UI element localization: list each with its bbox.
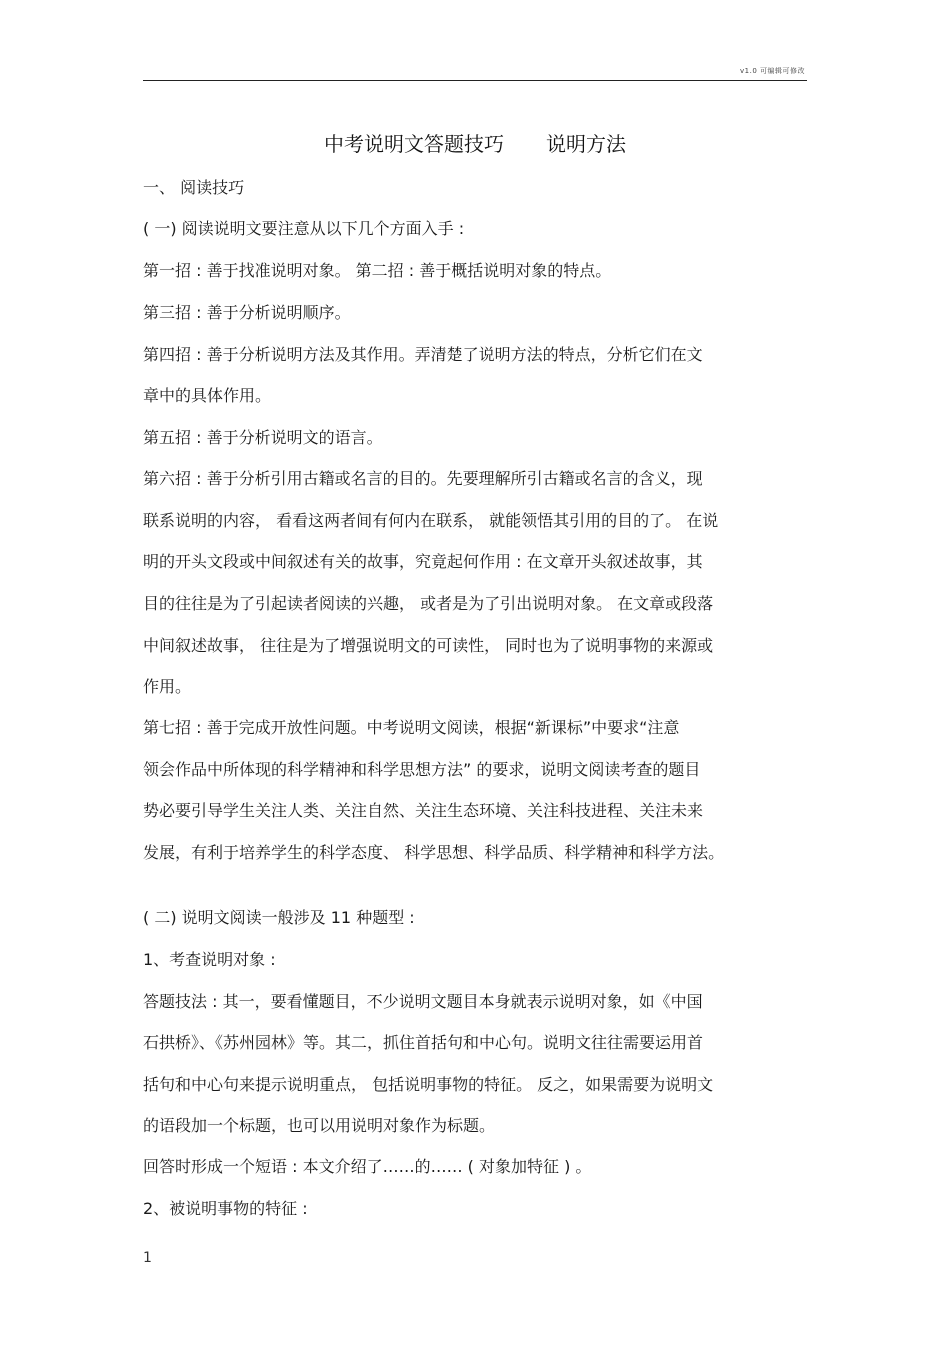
text-line: 章中的具体作用。 [143,386,272,405]
section-heading: 一、 阅读技巧 [143,178,245,197]
text-line: 作用。 [143,677,192,696]
title-sub: 说明方法 [546,132,626,156]
header-note: v1.0 可编辑可修改 [740,67,805,75]
header-rule [143,80,807,81]
text-line: 势必要引导学生关注人类、关注自然、关注生态环境、关注科技进程、关注未来 [143,801,704,820]
page-title [143,128,807,157]
text-line: 的语段加一个标题，也可以用说明对象作为标题。 [143,1116,496,1135]
text-line: 发展，有利于培养学生的科学态度、 科学思想、科学品质、科学精神和科学方法。 [143,843,725,862]
text-line: 第一招 : 善于找准说明对象。 第二招 : 善于概括说明对象的特点。 [143,261,612,280]
text-line: 目的往往是为了引起读者阅读的兴趣， 或者是为了引出说明对象。 在文章或段落 [143,594,714,613]
text-line: 领会作品中所体现的科学精神和科学思想方法” 的要求，说明文阅读考查的题目 [143,760,701,779]
text-line: 第五招 : 善于分析说明文的语言。 [143,428,383,447]
text-line: 第六招 : 善于分析引用古籍或名言的目的。先要理解所引古籍或名言的含义，现 [143,469,703,488]
text-line: 中间叙述故事， 往往是为了增强说明文的可读性， 同时也为了说明事物的来源或 [143,636,714,655]
title-main: 中考说明文答题技巧 [324,132,504,156]
subsection-heading: ( 一) 阅读说明文要注意从以下几个方面入手 : [143,219,465,238]
text-line: 第四招 : 善于分析说明方法及其作用。弄清楚了说明方法的特点，分析它们在文 [143,345,703,364]
text-line: 联系说明的内容， 看看这两者间有何内在联系， 就能领悟其引用的目的了。 在说 [143,511,719,530]
text-line: 括句和中心句来提示说明重点， 包括说明事物的特征。 反之，如果需要为说明文 [143,1075,714,1094]
question-type-heading: 2、被说明事物的特征 : [143,1199,308,1218]
text-line: 回答时形成一个短语 : 本文介绍了……的…… ( 对象加特征 ) 。 [143,1157,592,1176]
page-number: 1 [143,1250,152,1266]
text-line: 第三招 : 善于分析说明顺序。 [143,303,351,322]
text-line: 答题技法 : 其一，要看懂题目，不少说明文题目本身就表示说明对象，如《中国 [143,992,703,1011]
text-line: 明的开头文段或中间叙述有关的故事，究竟起何作用 : 在文章开头叙述故事，其 [143,552,703,571]
question-type-heading: 1、考查说明对象 : [143,950,276,969]
text-line: 石拱桥》、《苏州园林》等。其二，抓住首括句和中心句。说明文往往需要运用首 [143,1033,704,1052]
text-line: 第七招 : 善于完成开放性问题。中考说明文阅读，根据“新课标”中要求“注意 [143,718,680,737]
subsection-heading: ( 二) 说明文阅读一般涉及 11 种题型 : [143,908,415,927]
